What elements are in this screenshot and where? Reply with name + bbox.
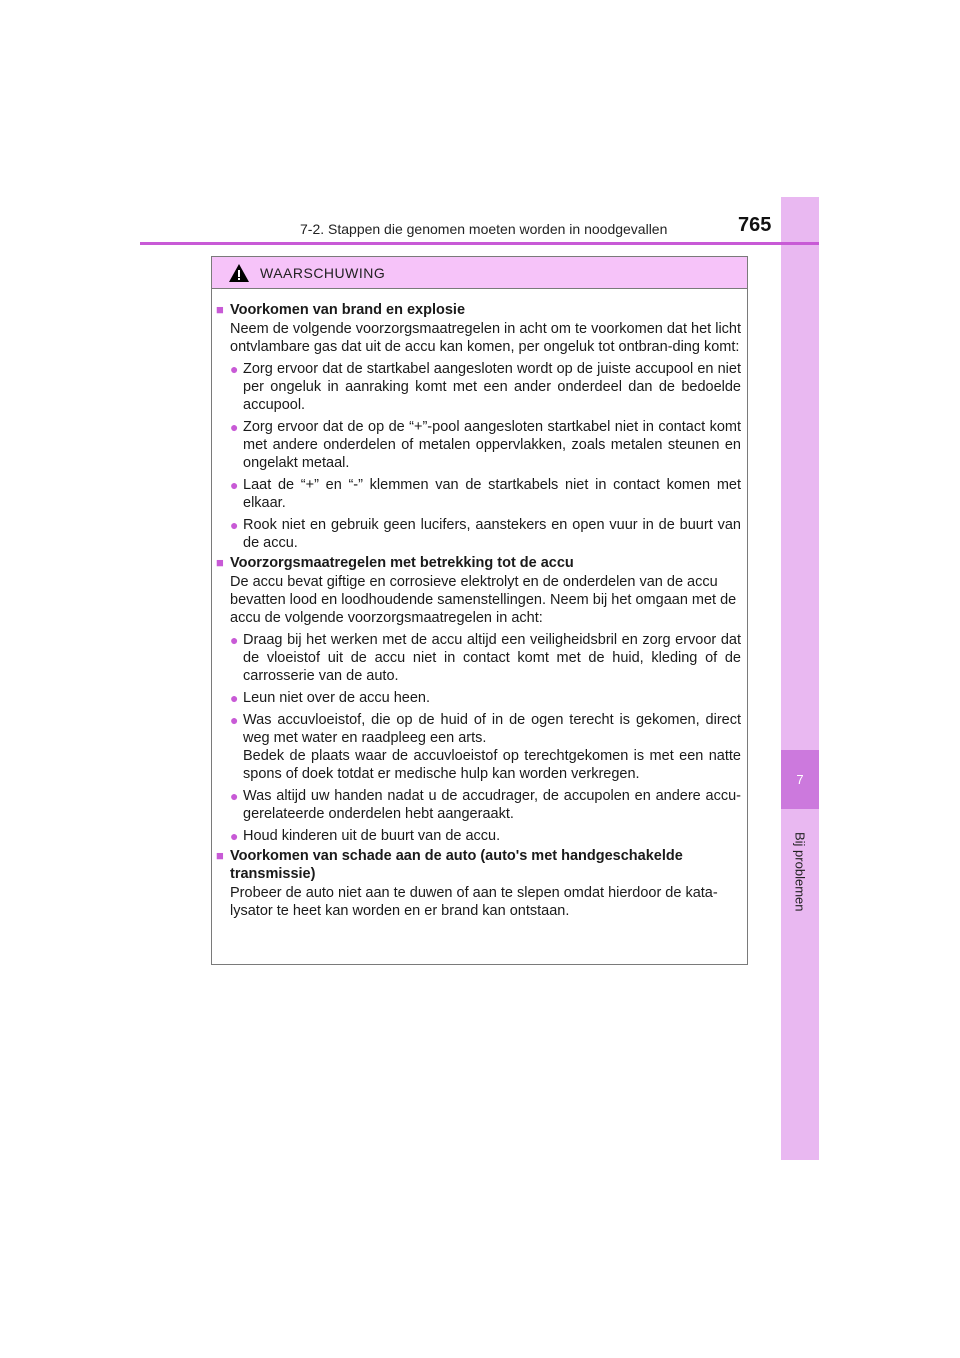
warning-triangle-icon (228, 263, 250, 283)
section-vehicle-damage (216, 847, 741, 920)
list-item-text: Laat de “+” en “-” klemmen van de startkabels niet in contact komen met elkaar. (243, 477, 741, 511)
list-item-text: Leun niet over de accu heen. (243, 690, 431, 706)
square-bullet-icon: ■ (216, 555, 224, 570)
list-item (230, 631, 741, 685)
warning-title: WAARSCHUWING (260, 264, 386, 281)
section-title-text: Voorzorgsmaatregelen met betrekking tot de accu (230, 555, 574, 571)
square-bullet-icon: ■ (216, 848, 224, 863)
chapter-number: 7 (796, 772, 804, 787)
circle-bullet-icon: ● (230, 690, 239, 706)
section-title (216, 301, 741, 319)
section-title-text: Voorkomen van schade aan de auto (auto's met handgeschakelde transmissie) (230, 848, 683, 882)
warning-box (211, 256, 748, 965)
list-item (230, 711, 741, 783)
circle-bullet-icon: ● (230, 828, 239, 844)
list-item-text: Zorg ervoor dat de op de “+”-pool aangesloten startkabel niet in contact komt met andere onderdelen of metalen oppervlakken, zoals metalen steunen en ongelakt metaal. (243, 419, 741, 471)
chapter-label-text: Bij problemen (792, 832, 808, 912)
list-item (230, 360, 741, 414)
list-item (230, 689, 741, 707)
side-chapter-strip (781, 197, 819, 1160)
warning-header (212, 257, 747, 289)
section-intro: Neem de volgende voorzorgsmaatregelen in acht om te voorkomen dat het licht ontvlambare gas dat uit de accu kan komen, per ongeluk tot ontbran-ding komt: (230, 321, 742, 355)
circle-bullet-icon: ● (230, 788, 239, 804)
section-header-title: 7-2. Stappen die genomen moeten worden in noodgevallen (300, 221, 668, 237)
section-intro: De accu bevat giftige en corrosieve elektrolyt en de onderdelen van de accu bevatten lood en loodhoudende samenstellingen. Neem bij het omgaan met de accu de volgende voorzorgsmaatregelen in acht: (230, 574, 737, 626)
circle-bullet-icon: ● (230, 517, 239, 533)
circle-bullet-icon: ● (230, 419, 239, 435)
circle-bullet-icon: ● (230, 632, 239, 648)
chapter-label (781, 822, 819, 922)
list-item-text-main: Was accuvloeistof, die op de huid of in de ogen terecht is gekomen, direct weg met water en raadpleeg een arts. (243, 712, 741, 746)
section-fire-explosion (216, 301, 741, 552)
warning-body (212, 289, 747, 920)
list-item (230, 787, 741, 823)
page-number: 765 (738, 214, 772, 236)
list-item (230, 418, 741, 472)
section-intro: Probeer de auto niet aan te duwen of aan te slepen omdat hierdoor de kata-lysator te heet kan worden en er brand kan ontstaan. (230, 885, 718, 919)
circle-bullet-icon: ● (230, 361, 239, 377)
section-title (216, 847, 741, 883)
square-bullet-icon: ■ (216, 302, 224, 317)
list-item-text: Zorg ervoor dat de startkabel aangesloten wordt op de juiste accupool en niet per ongeluk in aanraking komt met een ander onderdeel dan de bedoelde accupool. (243, 361, 741, 413)
section-battery-precautions (216, 554, 741, 845)
list-item (230, 827, 741, 845)
section-title (216, 554, 741, 572)
list-item-text-extra: Bedek de plaats waar de accuvloeistof op terechtgekomen is met een natte spons of doek totdat er medische hulp kan worden verkregen. (243, 748, 741, 782)
list-item-text (243, 711, 741, 783)
list-item (230, 476, 741, 512)
list-item-text: Was altijd uw handen nadat u de accudrager, de accupolen en andere accu-gerelateerde onderdelen hebt aangeraakt. (243, 788, 741, 822)
list-item-text: Draag bij het werken met de accu altijd een veiligheidsbril en zorg ervoor dat de vloeistof uit de accu niet in contact komt met de huid, kleding of de carrosserie van de auto. (243, 632, 741, 684)
circle-bullet-icon: ● (230, 477, 239, 493)
list-item (230, 516, 741, 552)
list-item-text: Rook niet en gebruik geen lucifers, aanstekers en open vuur in de buurt van de accu. (243, 517, 741, 551)
list-item-text: Houd kinderen uit de buurt van de accu. (243, 828, 501, 844)
circle-bullet-icon: ● (230, 712, 239, 728)
header-divider (140, 242, 819, 245)
section-title-text: Voorkomen van brand en explosie (230, 302, 466, 318)
